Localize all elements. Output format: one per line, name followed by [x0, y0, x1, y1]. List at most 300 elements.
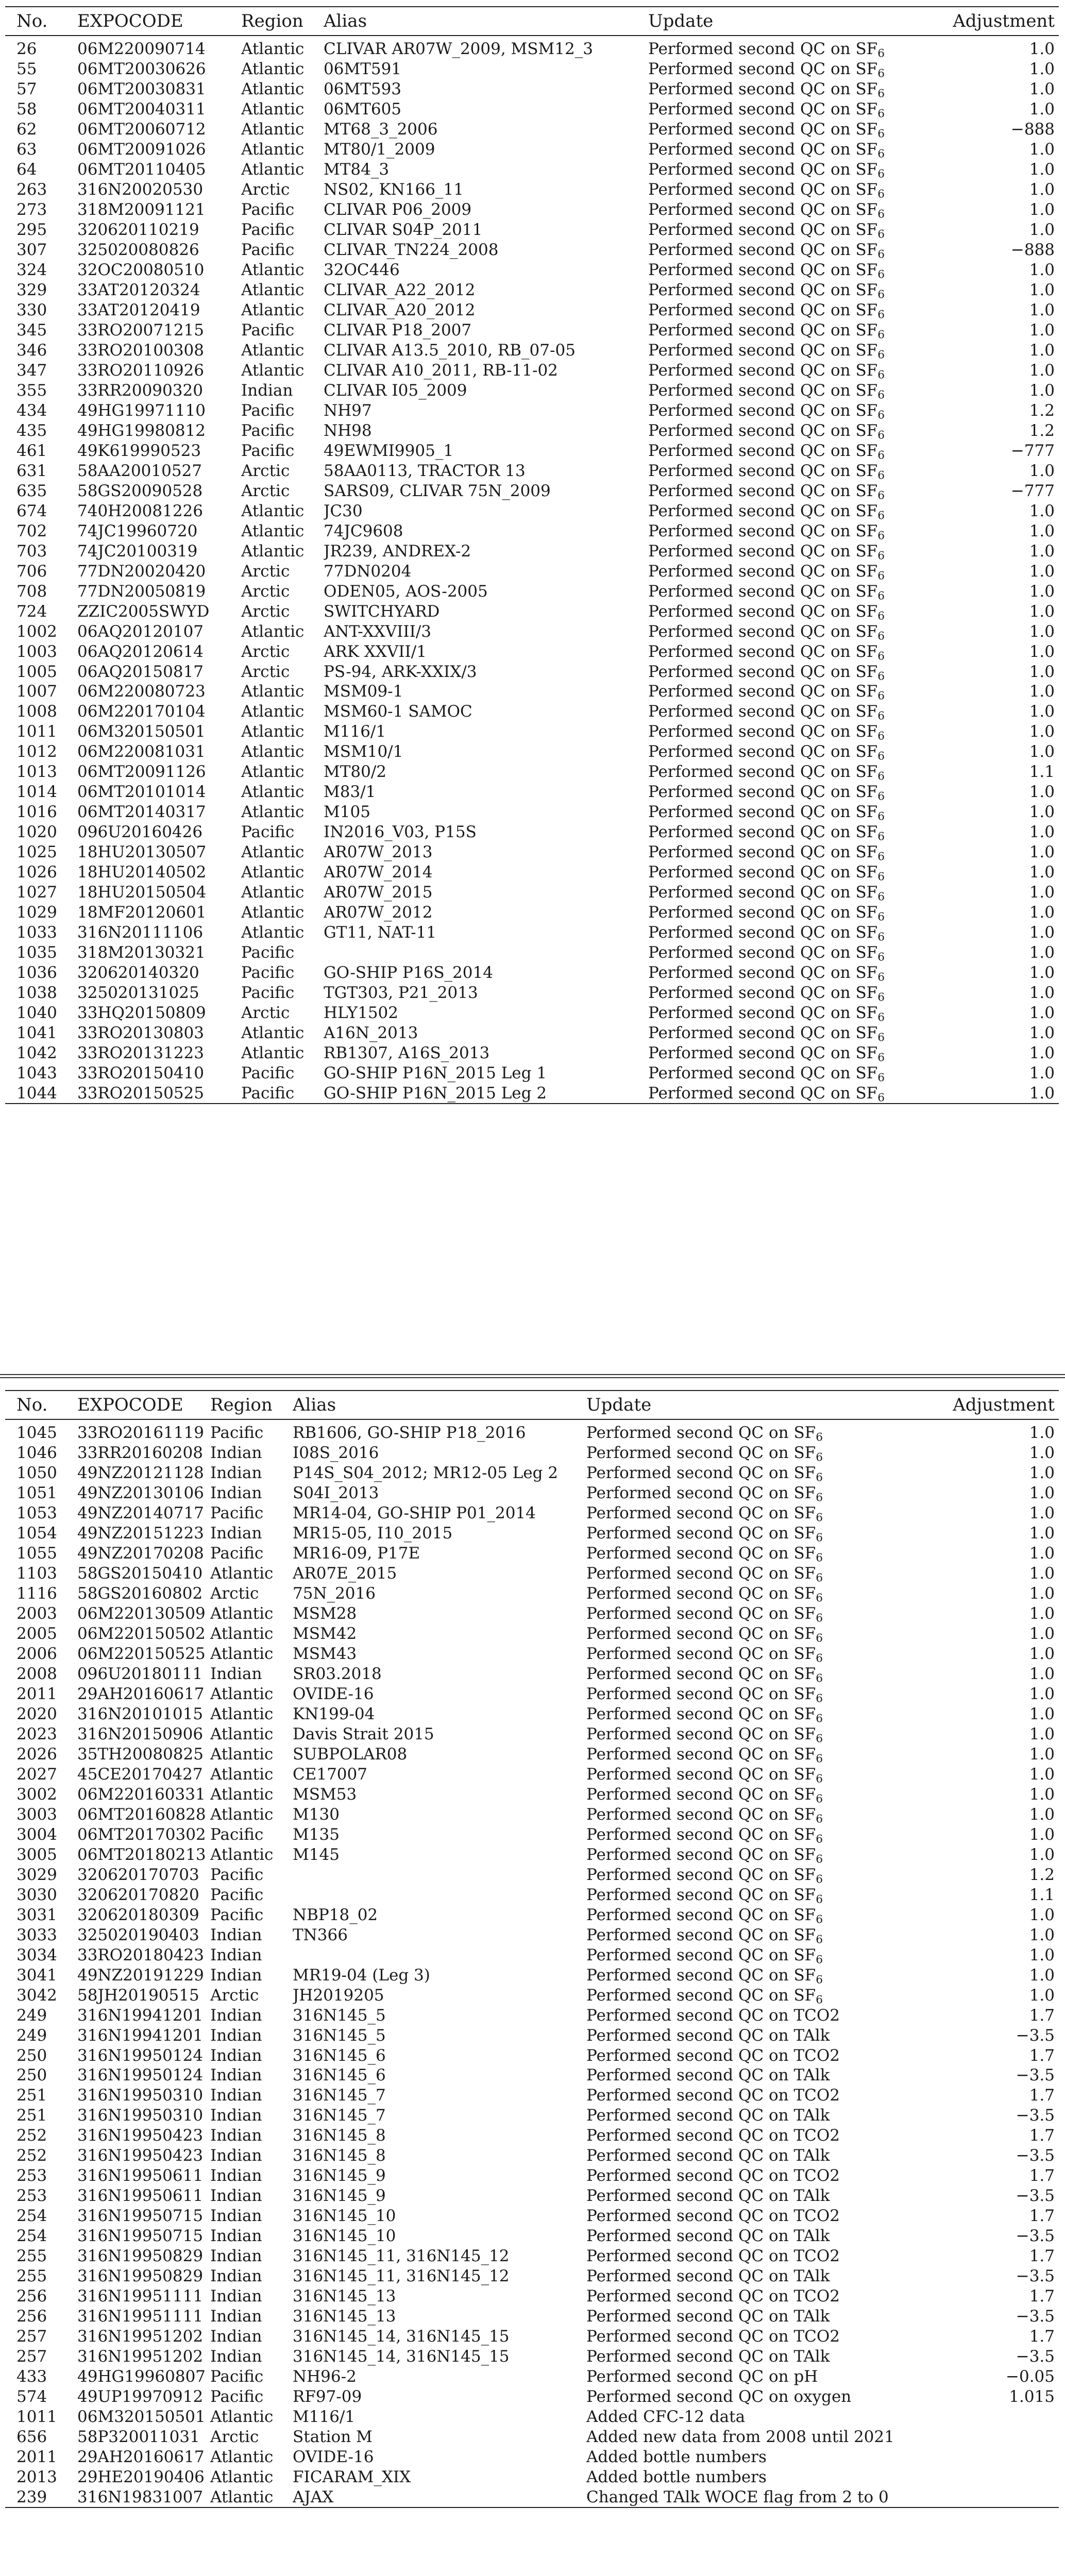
cell-update: Performed second QC on TAlk [586, 2307, 830, 2326]
cell-update: Performed second QC on $SF_6$ [586, 1865, 823, 1885]
cell-update: Performed second QC on $SF_6$ [648, 60, 885, 79]
cell-expocode: 740H20081226 [77, 501, 203, 520]
cell-alias: CLIVAR_TN224_2008 [324, 241, 499, 260]
cell-expocode: 58GS20090528 [77, 481, 203, 500]
cell-alias: NBP18_02 [293, 1905, 378, 1924]
table-part-1 [5, 6, 1059, 1104]
cell-expocode: 06M220150525 [77, 1645, 206, 1664]
cell-region: Indian [210, 1524, 262, 1543]
cell-region: Pacific [210, 1905, 264, 1924]
cell-alias: AR07E_2015 [293, 1564, 397, 1583]
cell-adjustment: 1.0 [1029, 602, 1055, 621]
cell-alias: SWITCHYARD [324, 602, 440, 621]
cell-no: 63 [16, 140, 37, 159]
cell-update: Performed second QC on $SF_6$ [648, 602, 885, 622]
cell-adjustment: −777 [1010, 441, 1055, 460]
cell-expocode: 49HG19971110 [77, 401, 206, 420]
cell-alias: CLIVAR_A20_2012 [324, 301, 476, 320]
cell-update: Added bottle numbers [586, 2467, 767, 2486]
cell-no: 631 [16, 461, 47, 480]
cell-adjustment: 1.0 [1029, 1023, 1055, 1042]
cell-expocode: 06MT20030626 [77, 60, 206, 79]
cell-update: Performed second QC on $SF_6$ [648, 843, 885, 862]
cell-expocode: 316N19951111 [77, 2287, 204, 2306]
cell-update: Performed second QC on $SF_6$ [648, 1023, 885, 1043]
cell-update: Performed second QC on $SF_6$ [586, 1945, 823, 1965]
cell-alias: PS-94, ARK-XXIX/3 [324, 662, 477, 681]
cell-update: Performed second QC on $SF_6$ [648, 160, 885, 180]
cell-expocode: 316N19950611 [77, 2187, 204, 2206]
cell-region: Atlantic [241, 40, 305, 59]
cell-adjustment: 1.0 [947, 1083, 1059, 1104]
cell-adjustment: 1.0 [1029, 1003, 1055, 1022]
cell-no: 3004 [16, 1825, 57, 1844]
cell-no: 1044 [5, 1083, 77, 1104]
cell-expocode: 316N19941201 [77, 2006, 204, 2025]
table-part-2 [5, 1390, 1059, 2508]
cell-region: Pacific [210, 1825, 264, 1844]
cell-region: Indian [210, 2066, 262, 2085]
cell-adjustment: 1.0 [1029, 221, 1055, 240]
cell-adjustment: 1.1 [1029, 762, 1055, 782]
cell-no: 1011 [16, 722, 57, 741]
cell-expocode: 35TH20080825 [77, 1744, 204, 1764]
cell-update: Performed second QC on $SF_6$ [648, 180, 885, 200]
cell-adjustment: 1.015 [1009, 2387, 1055, 2406]
cell-adjustment: 1.0 [1029, 1564, 1055, 1583]
cell-alias: 32OC446 [324, 261, 400, 280]
cell-region: Atlantic [210, 1624, 274, 1643]
cell-update: Performed second QC on $SF_6$ [648, 582, 885, 602]
cell-adjustment: −888 [1010, 120, 1055, 139]
table-row [5, 400, 1059, 420]
cell-region: Atlantic [210, 1645, 274, 1664]
cell-alias: OVIDE-16 [293, 1685, 374, 1704]
table-row [5, 1925, 1059, 1945]
cell-update: Performed second QC on TCO2 [586, 2126, 840, 2145]
cell-update: Performed second QC on $SF_6$ [586, 1765, 823, 1785]
cell-alias: CLIVAR A10_2011, RB-11-02 [324, 361, 558, 380]
cell-region: Pacific [210, 1865, 264, 1884]
cell-update: Changed TAlk WOCE flag from 2 to 0 [586, 2487, 947, 2507]
cell-alias: GO-SHIP P16N_2015 Leg 2 [324, 1083, 648, 1104]
cell-adjustment: 1.0 [1029, 803, 1055, 822]
cell-expocode: ZZIC2005SWYD [77, 602, 210, 621]
cell-alias: MR14-04, GO-SHIP P01_2014 [293, 1504, 536, 1523]
cell-update: Performed second QC on $SF_6$ [648, 261, 885, 280]
cell-expocode: 06MT20110405 [77, 160, 206, 179]
section-divider [0, 1377, 1065, 1378]
cell-no: 307 [16, 241, 47, 260]
cell-update: Performed second QC on $SF_6$ [648, 562, 885, 582]
table-row [5, 481, 1059, 501]
cell-adjustment: −3.5 [1016, 2267, 1055, 2286]
cell-adjustment: 1.1 [1029, 1885, 1055, 1904]
table-row [5, 79, 1059, 99]
cell-region: Pacific [241, 321, 295, 340]
cell-expocode: 06M220160331 [77, 1785, 206, 1804]
cell-adjustment: 1.0 [1029, 1725, 1055, 1744]
cell-no: 461 [16, 441, 47, 460]
cell-expocode: 325020190403 [77, 1925, 199, 1944]
cell-no: 346 [16, 341, 47, 360]
cell-expocode: 06MT20091026 [77, 140, 206, 159]
cell-adjustment: 1.0 [1029, 361, 1055, 380]
cell-expocode: 316N19950124 [77, 2066, 204, 2085]
cell-expocode: 58GS20160802 [77, 1584, 203, 1603]
cell-alias: TGT303, P21_2013 [324, 984, 478, 1003]
cell-update: Performed second QC on TCO2 [586, 2086, 840, 2105]
cell-no: 1046 [16, 1444, 57, 1463]
cell-expocode: 18MF20120601 [77, 903, 207, 922]
cell-no: 257 [16, 2347, 47, 2366]
table-row [5, 662, 1059, 682]
cell-expocode: 06MT20030831 [77, 80, 206, 99]
cell-region: Pacific [210, 1423, 264, 1443]
cell-region: Atlantic [241, 60, 305, 79]
cell-region: Pacific [241, 963, 295, 982]
cell-region: Pacific [210, 1544, 264, 1563]
cell-no: 433 [16, 2367, 47, 2386]
cell-expocode: 316N19950310 [77, 2106, 204, 2125]
cell-expocode: 06M220090714 [77, 40, 206, 59]
cell-region: Atlantic [210, 1785, 274, 1804]
cell-no: 239 [5, 2487, 77, 2507]
cell-region: Indian [210, 2166, 262, 2185]
cell-adjustment: 1.0 [1029, 140, 1055, 159]
cell-region: Indian [210, 2126, 262, 2145]
cell-no: 3029 [16, 1865, 57, 1884]
cell-no: 26 [16, 40, 37, 59]
col-header-no: No. [16, 11, 48, 31]
cell-update: Performed second QC on $SF_6$ [648, 984, 885, 1003]
cell-expocode: 096U20160426 [77, 823, 203, 842]
cell-no: 254 [16, 2227, 47, 2246]
cell-expocode: 33AT20120324 [77, 281, 200, 300]
table-row [5, 842, 1059, 862]
cell-adjustment: 1.0 [1029, 261, 1055, 280]
cell-region: Arctic [241, 642, 290, 661]
cell-expocode: 316N19831007 [77, 2487, 210, 2507]
cell-adjustment: 1.0 [1029, 1624, 1055, 1643]
table-row [5, 1523, 1059, 1544]
cell-expocode: 33RO20100308 [77, 341, 204, 360]
cell-update: Performed second QC on $SF_6$ [586, 1464, 823, 1483]
cell-region: Atlantic [210, 1744, 274, 1764]
cell-alias: 316N145_14, 316N145_15 [293, 2347, 510, 2366]
cell-expocode: 316N19950715 [77, 2207, 204, 2226]
cell-expocode: 49NZ20170208 [77, 1544, 204, 1563]
cell-region: Atlantic [241, 160, 305, 179]
cell-adjustment: −3.5 [1016, 2187, 1055, 2206]
cell-expocode: 320620170820 [77, 1885, 199, 1904]
cell-no: 703 [16, 541, 47, 561]
cell-no: 724 [16, 602, 47, 621]
cell-region: Atlantic [210, 1725, 274, 1744]
cell-no: 55 [16, 60, 37, 79]
table-row [5, 862, 1059, 883]
cell-expocode: 06MT20101014 [77, 783, 206, 802]
cell-alias: 316N145_11, 316N145_12 [293, 2247, 510, 2266]
cell-region: Indian [210, 2307, 262, 2326]
cell-update: Performed second QC on $SF_6$ [586, 1885, 823, 1905]
table-row [5, 1043, 1059, 1063]
cell-no: 324 [16, 261, 47, 280]
cell-adjustment [947, 2427, 1059, 2447]
table-row [5, 1985, 1059, 2005]
cell-alias: 316N145_14, 316N145_15 [293, 2327, 510, 2346]
cell-expocode: 320620110219 [77, 221, 199, 240]
cell-adjustment: 1.0 [1029, 642, 1055, 661]
cell-no: 2027 [16, 1765, 57, 1784]
cell-alias: TN366 [293, 1925, 348, 1944]
cell-adjustment: 1.0 [1029, 381, 1055, 400]
cell-no: 256 [16, 2307, 47, 2326]
cell-update: Performed second QC on $SF_6$ [586, 1604, 823, 1624]
cell-alias: JH2019205 [293, 1986, 384, 2005]
cell-adjustment: 1.0 [1029, 1484, 1055, 1503]
cell-region: Atlantic [210, 1765, 274, 1784]
cell-adjustment: 1.0 [1029, 562, 1055, 581]
cell-expocode: 318M20091121 [77, 200, 206, 219]
cell-expocode: 316N19951202 [77, 2347, 204, 2366]
cell-region: Atlantic [241, 923, 305, 942]
cell-adjustment: 1.0 [1029, 80, 1055, 99]
cell-no: 57 [16, 80, 37, 99]
cell-adjustment: 1.0 [1029, 60, 1055, 79]
cell-region: Indian [210, 2207, 262, 2226]
table-row [5, 521, 1059, 541]
cell-expocode: 49K619990523 [77, 441, 201, 460]
cell-region: Atlantic [241, 903, 305, 922]
cell-expocode: 49NZ20121128 [77, 1464, 204, 1483]
table-row [5, 601, 1059, 621]
cell-alias: 49EWMI9905_1 [324, 441, 454, 460]
cell-expocode: 316N19950310 [77, 2086, 204, 2105]
cell-alias: SUBPOLAR08 [293, 1744, 408, 1764]
cell-alias: 316N145_7 [293, 2106, 386, 2125]
cell-alias: RF97-09 [293, 2387, 362, 2406]
cell-no: 1035 [16, 943, 57, 962]
cell-update: Performed second QC on $SF_6$ [648, 1083, 947, 1104]
table-row [5, 1764, 1059, 1784]
table-row [5, 160, 1059, 180]
cell-region: Atlantic [210, 1604, 274, 1623]
cell-alias: MR19-04 (Leg 3) [293, 1965, 430, 1985]
cell-alias: MSM60-1 SAMOC [324, 702, 472, 721]
cell-expocode: 58GS20150410 [77, 1564, 203, 1583]
cell-adjustment [947, 2467, 1059, 2487]
cell-region: Arctic [241, 662, 290, 681]
cell-update: Performed second QC on $SF_6$ [586, 1524, 823, 1544]
cell-alias: 316N145_5 [293, 2006, 386, 2025]
cell-no: 3003 [16, 1805, 57, 1824]
cell-no: 3042 [16, 1986, 57, 2005]
cell-alias: 316N145_10 [293, 2207, 396, 2226]
cell-adjustment: 1.0 [1029, 984, 1055, 1003]
cell-adjustment: 1.0 [1029, 1845, 1055, 1864]
cell-adjustment: 1.0 [1029, 1705, 1055, 1724]
cell-alias: 58AA0113, TRACTOR 13 [324, 461, 526, 480]
cell-region: Atlantic [241, 100, 305, 119]
cell-expocode: 58P320011031 [77, 2427, 200, 2446]
cell-alias: MT80/1_2009 [324, 140, 435, 159]
cell-no: 1016 [16, 803, 57, 822]
cell-expocode: 49NZ20140717 [77, 1504, 204, 1523]
cell-update: Performed second QC on TAlk [586, 2146, 830, 2165]
cell-update: Performed second QC on $SF_6$ [648, 401, 885, 421]
cell-update: Performed second QC on TAlk [586, 2106, 830, 2125]
cell-no: 1045 [16, 1423, 57, 1443]
cell-alias: 316N145_13 [293, 2307, 396, 2326]
cell-region: Atlantic [241, 742, 305, 761]
cell-alias: GO-SHIP P16S_2014 [324, 963, 493, 982]
cell-alias: M130 [293, 1805, 340, 1824]
table-row [5, 2406, 1059, 2427]
cell-expocode: 06AQ20120614 [77, 642, 204, 661]
cell-alias: AR07W_2014 [324, 863, 433, 882]
cell-alias: RB1307, A16S_2013 [324, 1043, 490, 1062]
cell-adjustment: 1.0 [1029, 823, 1055, 842]
cell-no: 255 [16, 2267, 47, 2286]
cell-expocode: 06MT20180213 [77, 1845, 206, 1864]
cell-region: Atlantic [210, 2467, 274, 2486]
cell-expocode: 33RR20160208 [77, 1444, 203, 1463]
cell-update: Performed second QC on $SF_6$ [586, 1504, 823, 1523]
cell-adjustment: −3.5 [1016, 2227, 1055, 2246]
cell-adjustment: −3.5 [1016, 2106, 1055, 2125]
cell-update: Performed second QC on $SF_6$ [648, 903, 885, 923]
cell-no: 263 [16, 180, 47, 199]
cell-region: Indian [210, 2146, 262, 2165]
cell-region: Indian [210, 2006, 262, 2025]
cell-update: Performed second QC on $SF_6$ [648, 301, 885, 320]
table-row [5, 1724, 1059, 1744]
cell-update: Performed second QC on $SF_6$ [648, 702, 885, 722]
col-header-no: No. [16, 1395, 48, 1415]
cell-expocode: 06M220130509 [77, 1604, 206, 1623]
table-row [5, 36, 1059, 59]
cell-alias: ANT-XXVIII/3 [324, 622, 431, 641]
table-row [5, 240, 1059, 260]
cell-alias: AR07W_2013 [324, 843, 433, 862]
table-row [5, 2186, 1059, 2206]
cell-update: Performed second QC on $SF_6$ [648, 80, 885, 99]
cell-alias [293, 1945, 586, 1965]
cell-no: 250 [16, 2066, 47, 2085]
cell-update: Performed second QC on TCO2 [586, 2006, 840, 2025]
cell-adjustment: −3.5 [1016, 2066, 1055, 2085]
cell-adjustment: 1.0 [1029, 1444, 1055, 1463]
cell-alias: CLIVAR P06_2009 [324, 200, 472, 219]
cell-alias: CE17007 [293, 1765, 367, 1784]
cell-adjustment: 1.0 [1029, 582, 1055, 601]
cell-region: Pacific [210, 1885, 264, 1904]
cell-adjustment: 1.0 [1029, 903, 1055, 922]
cell-alias: M145 [293, 1845, 340, 1864]
cell-alias: ARK XXVII/1 [324, 642, 427, 661]
cell-region: Indian [210, 2026, 262, 2045]
cell-alias [293, 1865, 586, 1885]
table-row [5, 380, 1059, 400]
cell-update: Performed second QC on $SF_6$ [648, 863, 885, 883]
cell-adjustment: 1.0 [1029, 622, 1055, 641]
cell-adjustment: −3.5 [1016, 2347, 1055, 2366]
table-row [5, 2286, 1059, 2307]
cell-alias: MSM10/1 [324, 742, 403, 761]
cell-update: Performed second QC on $SF_6$ [648, 40, 885, 59]
cell-expocode: 06M220081031 [77, 742, 206, 761]
cell-expocode: 316N20111106 [77, 923, 204, 942]
cell-expocode: 33RR20090320 [77, 381, 203, 400]
cell-region: Pacific [241, 241, 295, 260]
cell-adjustment: 1.0 [1029, 1744, 1055, 1764]
cell-expocode: 316N19950423 [77, 2126, 204, 2145]
table-row [5, 1844, 1059, 1865]
cell-region: Atlantic [210, 1805, 274, 1824]
cell-expocode: 49NZ20151223 [77, 1524, 204, 1543]
table-row [5, 501, 1059, 521]
cell-alias: KN199-04 [293, 1705, 375, 1724]
cell-adjustment: 1.0 [1029, 40, 1055, 59]
table-row [5, 120, 1059, 140]
cell-adjustment: 1.0 [1029, 521, 1055, 540]
cell-alias: 316N145_7 [293, 2086, 386, 2105]
cell-region: Pacific [241, 421, 295, 440]
cell-expocode: 316N20150906 [77, 1725, 204, 1744]
cell-adjustment: 1.0 [1029, 160, 1055, 179]
table-row [5, 1584, 1059, 1604]
cell-adjustment: 1.0 [1029, 722, 1055, 741]
cell-region: Indian [210, 1484, 262, 1503]
table-row [5, 1483, 1059, 1503]
cell-no: 295 [16, 221, 47, 240]
cell-update: Performed second QC on TAlk [586, 2026, 830, 2045]
cell-update: Performed second QC on $SF_6$ [586, 1584, 823, 1604]
cell-no: 674 [16, 501, 47, 520]
cell-update: Performed second QC on $SF_6$ [648, 361, 885, 381]
cell-adjustment: 1.0 [1029, 200, 1055, 219]
table-row [5, 1664, 1059, 1684]
cell-region: Atlantic [241, 843, 305, 862]
cell-alias: AJAX [293, 2487, 586, 2507]
qc-update-table-2 [5, 1390, 1059, 2508]
cell-region: Pacific [210, 1504, 264, 1523]
table-row [5, 1463, 1059, 1483]
cell-region: Atlantic [210, 1685, 274, 1704]
cell-update: Performed second QC on $SF_6$ [648, 421, 885, 441]
cell-region: Atlantic [241, 622, 305, 641]
cell-expocode: 316N19951111 [77, 2307, 204, 2326]
cell-adjustment: 1.7 [1029, 2166, 1055, 2185]
cell-alias: MT84_3 [324, 160, 390, 179]
table-row [5, 2487, 1059, 2507]
cell-no: 2011 [16, 2447, 57, 2466]
cell-no: 1036 [16, 963, 57, 982]
cell-no: 251 [16, 2086, 47, 2105]
table-row [5, 1503, 1059, 1523]
cell-no: 656 [16, 2427, 47, 2446]
cell-expocode: 33RO20150525 [77, 1083, 241, 1104]
cell-region: Arctic [241, 602, 290, 621]
cell-update: Performed second QC on $SF_6$ [586, 1564, 823, 1584]
cell-expocode: 33HQ20150809 [77, 1003, 206, 1022]
table-row [5, 1744, 1059, 1765]
cell-expocode: 77DN20050819 [77, 582, 206, 601]
cell-adjustment: 1.7 [1029, 2247, 1055, 2266]
cell-alias: MSM09-1 [324, 682, 403, 701]
table-row [5, 903, 1059, 923]
